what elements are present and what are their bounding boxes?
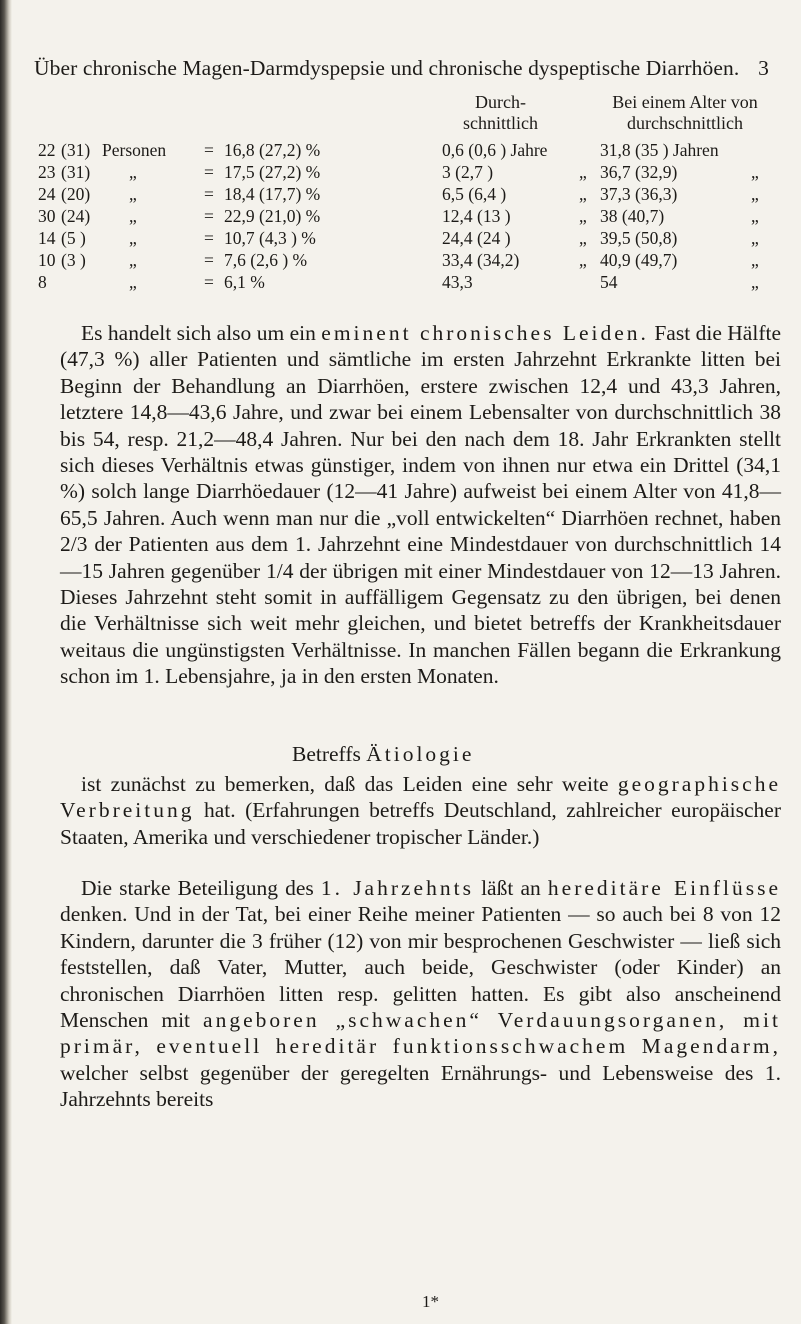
cell-percent: 22,9 (21,0) %: [224, 206, 321, 226]
cell-count: 22: [38, 140, 56, 160]
column-heading-age-line1: Bei einem Alter von: [612, 92, 758, 112]
cell-age-unit: „: [751, 250, 759, 270]
cell-group: (5 ): [61, 228, 86, 248]
cell-duration: 12,4 (13 ): [442, 206, 511, 226]
cell-group: (20): [61, 184, 91, 204]
cell-percent: 6,1 %: [224, 272, 265, 292]
cell-duration: 43,3: [442, 272, 473, 292]
cell-age-unit: „: [751, 228, 759, 248]
cell-duration: 33,4 (34,2): [442, 250, 520, 270]
cell-duration-unit: „: [579, 162, 587, 182]
cell-count: 8: [38, 272, 47, 292]
column-heading-duration-line1: Durch-: [475, 92, 526, 112]
cell-equals: =: [204, 162, 214, 182]
cell-label: „: [129, 162, 137, 182]
sheet-signature: 1*: [422, 1292, 439, 1311]
column-heading-duration: [428, 92, 573, 134]
heading-prefix: Betreffs: [292, 742, 367, 766]
cell-age: 31,8 (35 ) Jahren: [600, 140, 719, 160]
para2-text-a: ist zunächst zu bemerken, daß das Leiden eine sehr weite: [81, 772, 618, 796]
cell-equals: =: [204, 184, 214, 204]
cell-percent: 18,4 (17,7) %: [224, 184, 321, 204]
cell-age: 54: [600, 272, 618, 292]
para3-emphasis-f: angeboren „schwachen“ Verdauungsorganen, mit primär, eventuell hereditär funktionsschwachem Magendarm,: [60, 1008, 781, 1059]
column-heading-age-line2: durchschnittlich: [627, 113, 743, 133]
table-row: [34, 250, 794, 272]
cell-count: 14: [38, 228, 56, 248]
cell-duration: 6,5 (6,4 ): [442, 184, 507, 204]
para1-emphasis: eminent chronisches Leiden.: [321, 321, 649, 345]
cell-age-unit: „: [751, 162, 759, 182]
running-header: [34, 56, 769, 86]
cell-equals: =: [204, 250, 214, 270]
paragraph-chronic-course: [60, 320, 781, 690]
paragraph-heredity: [60, 875, 781, 1113]
para3-text-a: Die starke Beteiligung des: [81, 876, 321, 900]
cell-duration-unit: „: [579, 250, 587, 270]
cell-age: 39,5 (50,8): [600, 228, 678, 248]
para3-text-g: welcher selbst gegenüber der geregelten Ernährungs- und Lebensweise des 1. Jahrzehnts bereits: [60, 1060, 781, 1112]
para1-text-c: Fast die Hälfte (47,3 %) aller Patienten und sämtliche im ersten Jahrzehnt Erkrankte litten bei Beginn der Behandlung an Diarrhöen, erstere zwischen 12,4 und 43,3 Jahren, letztere 14,8—43,6 Jahre, und zwar bei einem Lebensalter von durchschnittlich 38 bis 54, resp. 21,2—48,4 Jahren. Nur bei den nach dem 18. Jahr Erkrankten stellt sich dieses Verhältnis etwas günstiger, indem von ihnen nur etwa ein Drittel (34,1 %) solch lange Diarrhöedauer (12—41 Jahre) aufweist bei einem Alter von 41,8—65,5 Jahren. Auch wenn man nur die „voll entwickelten“ Diarrhöen rechnet, haben 2/3 der Patienten aus dem 1. Jahrzehnt eine Mindestdauer von durchschnittlich 14—15 Jahren gegenüber 1/4 der übrigen mit einer Mindestdauer von 12—13 Jahren. Dieses Jahrzehnt steht somit in auffälligem Gegensatz zu den übrigen, bei denen die Verhältnisse sich weit mehr gleichen, und bietet betreffs der Krankheitsdauer weitaus die ungünstigsten Verhältnisse. In manchen Fällen begann die Erkrankung schon im 1. Lebensjahre, ja in den ersten Monaten.: [60, 321, 782, 689]
page-binding-edge: [0, 0, 12, 1324]
column-heading-age: [580, 92, 790, 134]
cell-label: „: [129, 206, 137, 226]
cell-age: 37,3 (36,3): [600, 184, 678, 204]
cell-group: (31): [61, 140, 91, 160]
cell-age-unit: „: [751, 272, 759, 292]
paragraph-geographic: [60, 771, 781, 850]
cell-duration-unit: „: [579, 184, 587, 204]
cell-percent: 10,7 (4,3 ) %: [224, 228, 316, 248]
para2-emphasis: geographische Verbreitung: [60, 772, 781, 823]
cell-label: „: [129, 184, 137, 204]
cell-age-unit: „: [751, 206, 759, 226]
cell-count: 24: [38, 184, 56, 204]
cell-label: Personen: [102, 140, 167, 160]
cell-group: (31): [61, 162, 91, 182]
table-row: [34, 162, 794, 184]
para3-emphasis-b: 1. Jahrzehnts: [320, 876, 474, 900]
cell-age: 38 (40,7): [600, 206, 665, 226]
cell-percent: 17,5 (27,2) %: [224, 162, 321, 182]
table-row: [34, 206, 794, 228]
cell-duration: 3 (2,7 ): [442, 162, 494, 182]
cell-equals: =: [204, 140, 214, 160]
cell-label: „: [129, 250, 137, 270]
table-row: [34, 140, 794, 162]
para3-text-e: denken. Und in der Tat, bei einer Reihe meiner Patienten — so auch bei 8 von 12 Kindern, darunter die 3 früher (12) von mir besprochenen Geschwister — ließ sich feststellen, daß Vater, Mutter, auch beide, Geschwister (oder Kinder) an chronischen Diarrhöen litten resp. gelitten hatten. Es gibt also anscheinend Menschen mit: [60, 902, 781, 1033]
cell-label: „: [129, 272, 137, 292]
para1-text-a: Es handelt sich also um ein: [81, 321, 322, 345]
cell-count: 23: [38, 162, 56, 182]
cell-duration-unit: „: [579, 228, 587, 248]
column-heading-duration-line2: schnittlich: [463, 113, 538, 133]
para3-emphasis-d: hereditäre Einflüsse: [547, 876, 781, 900]
table-row: [34, 228, 794, 250]
cell-duration-unit: „: [579, 206, 587, 226]
cell-label: „: [129, 228, 137, 248]
para2-text-c: hat. (Erfahrungen betreffs Deutschland, zahlreicher europäischer Staaten, Amerika und verschiedener tropischer Länder.): [60, 798, 781, 849]
cell-age: 36,7 (32,9): [600, 162, 678, 182]
table-row: [34, 272, 794, 294]
cell-count: 10: [38, 250, 56, 270]
cell-group: (3 ): [61, 250, 86, 270]
cell-group: (24): [61, 206, 91, 226]
running-title: Über chronische Magen-Darmdyspepsie und chronische dyspeptische Diarrhöen.: [34, 56, 740, 80]
cell-age-unit: „: [751, 184, 759, 204]
table-row: [34, 184, 794, 206]
section-heading-aetiology: [292, 742, 474, 767]
cell-age: 40,9 (49,7): [600, 250, 678, 270]
cell-equals: =: [204, 272, 214, 292]
para3-text-c: läßt an: [473, 876, 548, 900]
heading-emphasis: Ätiologie: [366, 742, 475, 766]
cell-equals: =: [204, 228, 214, 248]
cell-duration: 24,4 (24 ): [442, 228, 511, 248]
cell-equals: =: [204, 206, 214, 226]
cell-duration: 0,6 (0,6 ) Jahre: [442, 140, 548, 160]
cell-count: 30: [38, 206, 56, 226]
cell-percent: 16,8 (27,2) %: [224, 140, 321, 160]
cell-percent: 7,6 (2,6 ) %: [224, 250, 308, 270]
page-number: 3: [758, 56, 769, 80]
